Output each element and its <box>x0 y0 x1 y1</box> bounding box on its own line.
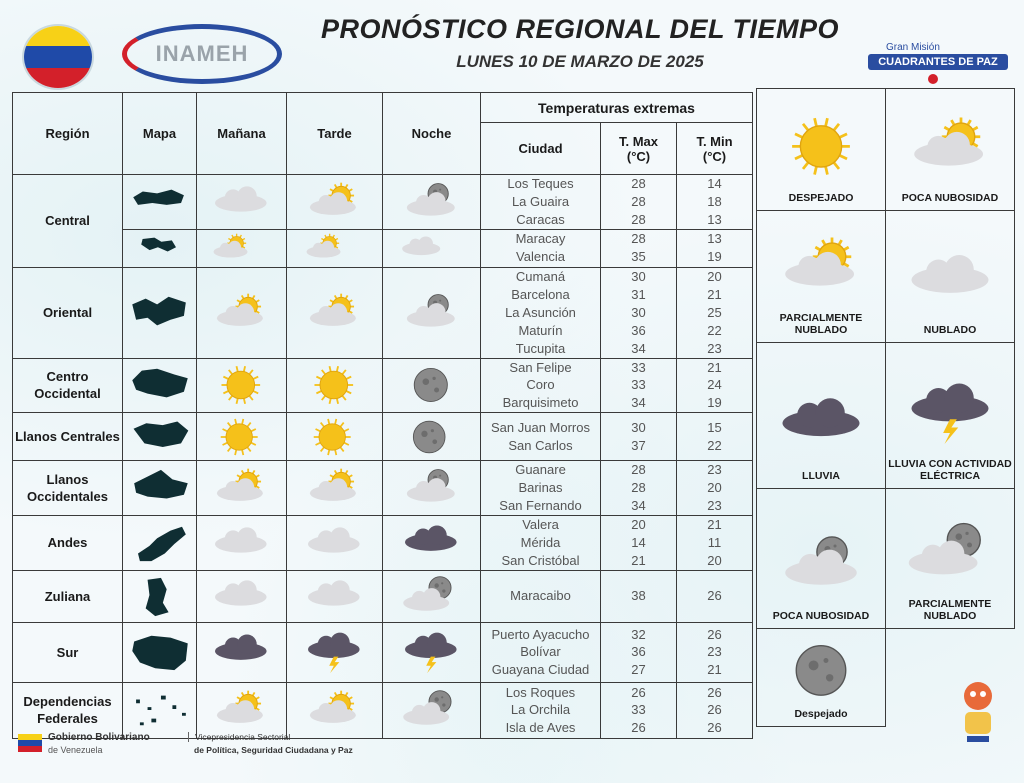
sun-icon <box>197 362 286 408</box>
gov-label: Gobierno Bolivariano <box>48 732 150 743</box>
cloud-icon <box>197 573 286 619</box>
tmin-value: 24 <box>707 377 722 393</box>
forecast-night <box>383 413 481 461</box>
region-map <box>123 622 197 682</box>
cuadrantes-de-paz-logo: Gran Misión CUADRANTES DE PAZ <box>862 22 1012 84</box>
region-map <box>123 358 197 413</box>
tmin-value: 23 <box>707 340 722 356</box>
cities-cell <box>481 461 601 516</box>
legend-label: LLUVIA CON ACTIVIDAD ELÉCTRICA <box>888 458 1012 482</box>
city-name: Los Roques <box>505 684 576 700</box>
legend-label: POCA NUBOSIDAD <box>772 610 870 622</box>
legend-item <box>886 211 1015 343</box>
region-map-icon <box>127 232 193 264</box>
header-tmax: T. Max (°C) <box>601 123 677 175</box>
rain-cloud-icon <box>197 629 286 675</box>
partly-cloudy-icon <box>287 687 382 733</box>
tmin-value: 22 <box>707 322 722 338</box>
region-map-icon <box>127 688 193 732</box>
city-name: Bolívar <box>520 644 561 660</box>
header-city: Ciudad <box>481 123 601 175</box>
partly-cloudy-icon <box>287 179 382 225</box>
region-name: Centro Occidental <box>13 358 123 413</box>
sun-icon <box>759 112 883 192</box>
tmax-value: 28 <box>631 211 646 227</box>
moon-partly-cloudy-icon <box>383 687 480 733</box>
cities-cell <box>481 229 601 267</box>
legend-item <box>886 489 1015 629</box>
tmax-value: 38 <box>631 588 646 604</box>
forecast-morning <box>197 413 287 461</box>
header-morning: Mañana <box>197 93 287 175</box>
region-name: Andes <box>13 516 123 571</box>
forecast-afternoon <box>287 516 383 571</box>
region-name: Dependencias Federales <box>13 682 123 738</box>
region-map-icon <box>127 291 193 335</box>
cities-cell <box>481 622 601 682</box>
tmin-cell <box>677 461 753 516</box>
tmax-cell <box>601 267 677 358</box>
legend-label: DESPEJADO <box>788 192 854 204</box>
tmax-value: 28 <box>631 193 646 209</box>
forecast-afternoon <box>287 358 383 413</box>
region-map <box>123 570 197 622</box>
tmin-value: 25 <box>707 304 722 320</box>
tmax-value: 30 <box>631 304 646 320</box>
tmax-value: 31 <box>631 286 646 302</box>
tmin-value: 26 <box>707 702 722 718</box>
legend-table <box>756 88 1015 727</box>
moon-cloud-icon <box>383 290 480 336</box>
tmax-value: 34 <box>631 395 646 411</box>
table-row <box>13 622 753 682</box>
tmin-value: 26 <box>707 684 722 700</box>
city-name: Barquisimeto <box>502 395 579 411</box>
tmin-cell <box>677 267 753 358</box>
inameh-logo: INAMEH <box>122 24 282 84</box>
city-name: Valencia <box>516 249 565 265</box>
city-name: Coro <box>526 377 555 393</box>
region-name: Oriental <box>13 267 123 358</box>
forecast-night <box>383 570 481 622</box>
city-name: San Carlos <box>508 437 573 453</box>
tmin-value: 22 <box>707 437 722 453</box>
tmax-cell <box>601 229 677 267</box>
tmax-cell <box>601 358 677 413</box>
tmax-value: 26 <box>631 720 646 736</box>
forecast-night <box>383 622 481 682</box>
city-name: La Asunción <box>505 304 576 320</box>
cloud-icon <box>888 244 1012 324</box>
region-map-icon <box>127 574 193 618</box>
partly-cloudy-icon <box>287 290 382 336</box>
moon-icon <box>383 362 480 408</box>
moon-partly-cloudy-icon <box>888 518 1012 598</box>
forecast-date: LUNES 10 DE MARZO DE 2025 <box>456 52 704 71</box>
tmax-value: 34 <box>631 340 646 356</box>
thunderstorm-icon <box>888 378 1012 458</box>
forecast-afternoon <box>287 461 383 516</box>
tmax-cell <box>601 516 677 571</box>
table-row <box>13 413 753 461</box>
tmin-value: 26 <box>707 588 722 604</box>
tmax-value: 14 <box>631 535 646 551</box>
header-temperatures: Temperaturas extremas <box>481 93 753 123</box>
cities-cell <box>481 267 601 358</box>
city-name: Guayana Ciudad <box>491 662 590 678</box>
tmax-value: 36 <box>631 322 646 338</box>
cloud-icon <box>197 520 286 566</box>
region-map-icon <box>127 363 193 407</box>
forecast-night <box>383 461 481 516</box>
city-name: Mérida <box>520 535 561 551</box>
legend-label: NUBLADO <box>923 324 977 336</box>
region-map <box>123 516 197 571</box>
tmin-cell <box>677 516 753 571</box>
moon-cloud-icon <box>383 465 480 511</box>
cloud-icon <box>197 179 286 225</box>
city-name: Cumaná <box>515 268 566 284</box>
tmin-value: 20 <box>707 268 722 284</box>
tmax-value: 28 <box>631 480 646 496</box>
sun-icon <box>287 415 382 459</box>
mascot-logo <box>955 676 1001 746</box>
tmax-value: 20 <box>631 517 646 533</box>
forecast-morning <box>197 267 287 358</box>
forecast-afternoon <box>287 229 383 267</box>
tmax-value: 27 <box>631 662 646 678</box>
forecast-morning <box>197 622 287 682</box>
tmin-value: 21 <box>707 662 722 678</box>
partly-cloudy-icon <box>197 687 286 733</box>
tmin-cell <box>677 358 753 413</box>
forecast-night <box>383 175 481 230</box>
tmin-value: 21 <box>707 286 722 302</box>
legend-item <box>886 343 1015 489</box>
city-name: San Felipe <box>509 359 572 375</box>
tmin-value: 23 <box>707 462 722 478</box>
page-title: PRONÓSTICO REGIONAL DEL TIEMPO <box>320 14 840 44</box>
city-name: San Fernando <box>499 498 582 514</box>
forecast-morning <box>197 175 287 230</box>
city-name: Maracaibo <box>510 588 571 604</box>
tmin-value: 13 <box>707 231 722 247</box>
tmin-value: 21 <box>707 359 722 375</box>
moon-cloud-icon <box>759 530 883 610</box>
thunderstorm-icon <box>383 629 480 675</box>
moon-icon <box>383 415 480 459</box>
legend-label: POCA NUBOSIDAD <box>901 192 999 204</box>
header-afternoon: Tarde <box>287 93 383 175</box>
legend-label: PARCIALMENTE NUBLADO <box>779 312 863 336</box>
cities-cell <box>481 175 601 230</box>
partly-cloudy-icon <box>888 112 1012 192</box>
legend-label: PARCIALMENTE NUBLADO <box>908 598 992 622</box>
tmax-value: 37 <box>631 437 646 453</box>
city-name: La Guaira <box>511 193 570 209</box>
region-map-icon <box>127 466 193 510</box>
partly-cloudy-icon <box>287 465 382 511</box>
tmin-value: 18 <box>707 193 722 209</box>
partly-cloudy-icon <box>197 290 286 336</box>
tmin-cell <box>677 570 753 622</box>
city-name: La Orchila <box>510 702 571 718</box>
tmax-value: 33 <box>631 377 646 393</box>
region-name: Zuliana <box>13 570 123 622</box>
tmax-cell <box>601 413 677 461</box>
cloud-icon <box>287 573 382 619</box>
city-name: Maracay <box>515 231 566 247</box>
legend-item <box>757 89 886 211</box>
header-map: Mapa <box>123 93 197 175</box>
tmax-value: 33 <box>631 359 646 375</box>
region-name: Sur <box>13 622 123 682</box>
venezuela-flag-icon <box>18 734 42 752</box>
tmin-value: 15 <box>707 419 722 435</box>
forecast-table <box>12 92 753 739</box>
sun-icon <box>287 362 382 408</box>
table-row <box>13 229 753 267</box>
rain-cloud-icon <box>383 520 480 566</box>
forecast-night <box>383 267 481 358</box>
region-map <box>123 229 197 267</box>
header <box>0 0 1024 92</box>
table-row <box>13 175 753 230</box>
tmin-value: 13 <box>707 211 722 227</box>
tmin-cell <box>677 175 753 230</box>
vice-sub-label: de Política, Seguridad Ciudadana y Paz <box>194 745 353 755</box>
forecast-morning <box>197 229 287 267</box>
cities-cell <box>481 570 601 622</box>
table-row <box>13 358 753 413</box>
tmax-value: 30 <box>631 268 646 284</box>
table-row <box>13 267 753 358</box>
partly-cloudy-icon <box>759 232 883 312</box>
tmax-value: 33 <box>631 702 646 718</box>
sun-icon <box>197 415 286 459</box>
legend-item <box>757 211 886 343</box>
forecast-afternoon <box>287 413 383 461</box>
tmax-value: 34 <box>631 498 646 514</box>
header-tmin: T. Min (°C) <box>677 123 753 175</box>
moon-icon <box>759 636 883 708</box>
region-map <box>123 175 197 230</box>
legend-item <box>886 89 1015 211</box>
legend-item <box>757 629 886 727</box>
region-map-icon <box>127 416 193 458</box>
tmax-value: 32 <box>631 626 646 642</box>
rain-cloud-icon <box>759 390 883 470</box>
city-name: Barcelona <box>511 286 570 302</box>
partly-cloudy-icon <box>197 465 286 511</box>
city-name: Puerto Ayacucho <box>491 626 590 642</box>
forecast-afternoon <box>287 267 383 358</box>
tmin-cell <box>677 229 753 267</box>
forecast-afternoon <box>287 175 383 230</box>
tmin-value: 21 <box>707 517 722 533</box>
tmin-cell <box>677 622 753 682</box>
forecast-morning <box>197 461 287 516</box>
tmax-value: 36 <box>631 644 646 660</box>
tmax-value: 28 <box>631 231 646 247</box>
tmax-value: 26 <box>631 684 646 700</box>
region-map-icon <box>127 630 193 674</box>
tmin-cell <box>677 682 753 738</box>
forecast-afternoon <box>287 570 383 622</box>
header-region: Región <box>13 93 123 175</box>
region-name: Llanos Occidentales <box>13 461 123 516</box>
city-name: Tucupita <box>515 340 566 356</box>
cloud-icon <box>287 520 382 566</box>
city-name: Los Teques <box>507 176 574 191</box>
table-row <box>13 461 753 516</box>
city-name: Guanare <box>515 462 566 478</box>
city-name: San Cristóbal <box>501 553 580 568</box>
region-name: Llanos Centrales <box>13 413 123 461</box>
tmax-cell <box>601 570 677 622</box>
tmax-cell <box>601 175 677 230</box>
cities-cell <box>481 413 601 461</box>
tmin-value: 26 <box>707 720 722 736</box>
thunderstorm-icon <box>287 629 382 675</box>
footer <box>18 730 618 760</box>
forecast-morning <box>197 570 287 622</box>
table-row <box>13 570 753 622</box>
forecast-morning <box>197 358 287 413</box>
moon-partly-cloudy-icon <box>383 573 480 619</box>
forecast-night <box>383 358 481 413</box>
tmin-value: 20 <box>707 480 722 496</box>
city-name: Caracas <box>516 211 565 227</box>
partly-cloudy-icon <box>287 231 382 265</box>
tmin-value: 23 <box>707 644 722 660</box>
region-map <box>123 413 197 461</box>
forecast-afternoon <box>287 622 383 682</box>
table-row <box>13 516 753 571</box>
city-name: Valera <box>522 517 559 533</box>
city-name: San Juan Morros <box>491 419 590 435</box>
region-map <box>123 267 197 358</box>
tmax-cell <box>601 461 677 516</box>
tmin-value: 11 <box>707 535 722 551</box>
cities-cell <box>481 358 601 413</box>
tmax-value: 21 <box>631 553 646 568</box>
tmax-value: 30 <box>631 419 646 435</box>
venezuela-emblem-logo <box>22 24 94 90</box>
cloud-icon <box>383 231 480 265</box>
tmin-value: 20 <box>707 553 722 568</box>
legend-item <box>757 489 886 629</box>
region-map <box>123 461 197 516</box>
tmin-cell <box>677 413 753 461</box>
region-map-icon <box>127 521 193 565</box>
forecast-night <box>383 229 481 267</box>
cities-cell <box>481 516 601 571</box>
header-night: Noche <box>383 93 481 175</box>
tmax-value: 28 <box>631 176 646 191</box>
tmax-value: 28 <box>631 462 646 478</box>
vice-label: Vicepresidencia Sectorial <box>188 732 290 742</box>
forecast-morning <box>197 516 287 571</box>
tmin-value: 26 <box>707 626 722 642</box>
tmax-cell <box>601 622 677 682</box>
legend-label: Despejado <box>794 708 848 720</box>
tmax-value: 35 <box>631 249 646 265</box>
gov-sub-label: de Venezuela <box>48 745 103 755</box>
city-name: Isla de Aves <box>505 720 576 736</box>
tmin-value: 14 <box>707 176 722 191</box>
tmin-value: 19 <box>707 395 722 411</box>
region-map-icon <box>127 180 193 224</box>
city-name: Maturín <box>518 322 563 338</box>
partly-cloudy-icon <box>197 231 286 265</box>
moon-cloud-icon <box>383 179 480 225</box>
legend-item <box>757 343 886 489</box>
region-name: Central <box>13 175 123 268</box>
forecast-night <box>383 516 481 571</box>
legend-label: LLUVIA <box>802 470 840 482</box>
city-name: Barinas <box>518 480 563 496</box>
tmin-value: 23 <box>707 498 722 514</box>
tmin-value: 19 <box>707 249 722 265</box>
